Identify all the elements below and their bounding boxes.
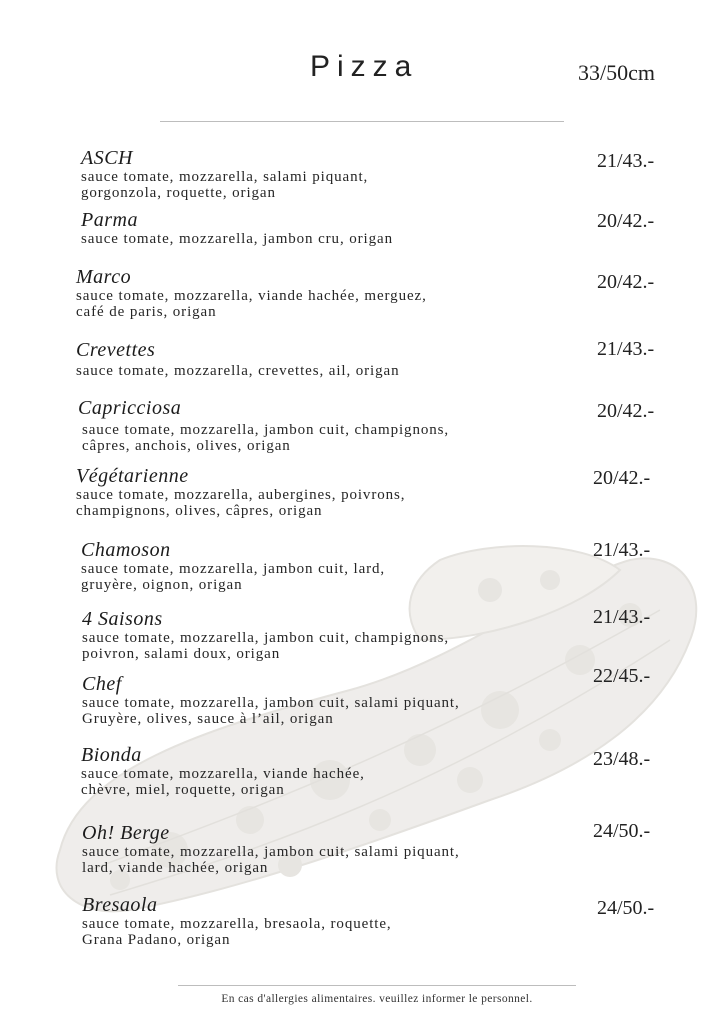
item-name: ASCH bbox=[81, 147, 133, 169]
item-name: Parma bbox=[81, 209, 138, 231]
item-desc-line: poivron, salami doux, origan bbox=[82, 646, 281, 662]
menu-item-capricciosa bbox=[78, 397, 449, 454]
item-desc-line: sauce tomate, mozzarella, jambon cru, origan bbox=[81, 231, 393, 247]
item-desc-line: chèvre, miel, roquette, origan bbox=[81, 782, 285, 798]
item-name: Crevettes bbox=[76, 339, 156, 361]
item-price: 21/43.- bbox=[593, 539, 651, 561]
menu-item-parma bbox=[81, 209, 393, 247]
item-price: 20/42.- bbox=[593, 467, 651, 489]
item-name: Capricciosa bbox=[78, 397, 182, 419]
item-price: 23/48.- bbox=[593, 748, 651, 770]
item-price: 21/43.- bbox=[597, 338, 655, 360]
item-price: 24/50.- bbox=[597, 897, 655, 919]
item-name: Oh! Berge bbox=[82, 822, 170, 844]
item-desc-line: sauce tomate, mozzarella, viande hachée, bbox=[81, 766, 365, 782]
item-desc-line: gruyère, oignon, origan bbox=[81, 577, 243, 593]
item-name: Chef bbox=[82, 673, 122, 695]
item-desc-line: sauce tomate, mozzarella, bresaola, roquette, bbox=[82, 916, 392, 932]
item-name: Bresaola bbox=[82, 894, 158, 916]
menu-item-oh-berge bbox=[82, 822, 460, 876]
menu-item-vegetarienne bbox=[76, 465, 405, 519]
size-label: 33/50cm bbox=[578, 60, 655, 85]
item-desc-line: sauce tomate, mozzarella, jambon cuit, lard, bbox=[81, 561, 386, 577]
menu-title: Pizza bbox=[310, 50, 419, 83]
item-price: 20/42.- bbox=[597, 271, 655, 293]
bottom-divider bbox=[178, 985, 576, 986]
item-desc-line: sauce tomate, mozzarella, jambon cuit, salami piquant, bbox=[82, 844, 460, 860]
menu-item-4-saisons bbox=[82, 608, 449, 662]
item-desc-line: câpres, anchois, olives, origan bbox=[82, 438, 291, 454]
item-desc-line: Gruyère, olives, sauce à l’ail, origan bbox=[82, 711, 334, 727]
item-desc-line: sauce tomate, mozzarella, jambon cuit, salami piquant, bbox=[82, 695, 460, 711]
item-name: 4 Saisons bbox=[82, 608, 163, 630]
item-price: 24/50.- bbox=[593, 820, 651, 842]
item-desc-line: sauce tomate, mozzarella, aubergines, poivrons, bbox=[76, 487, 406, 503]
allergy-note: En cas d'allergies alimentaires. veuillez informer le personnel. bbox=[221, 993, 533, 1005]
item-desc-line: gorgonzola, roquette, origan bbox=[81, 185, 276, 201]
item-name: Marco bbox=[76, 266, 132, 288]
menu-item-asch bbox=[81, 147, 368, 201]
item-desc-line: sauce tomate, mozzarella, viande hachée, merguez, bbox=[76, 288, 427, 304]
item-desc-line: champignons, olives, câpres, origan bbox=[76, 503, 323, 519]
menu-item-bionda bbox=[81, 744, 365, 798]
item-name: Chamoson bbox=[81, 539, 171, 561]
item-price: 20/42.- bbox=[597, 400, 655, 422]
item-price: 22/45.- bbox=[593, 665, 651, 687]
menu-item-chef bbox=[82, 673, 460, 727]
menu-item-bresaola bbox=[82, 894, 392, 948]
item-price: 20/42.- bbox=[597, 210, 655, 232]
item-desc-line: sauce tomate, mozzarella, crevettes, ail, origan bbox=[76, 363, 400, 379]
item-desc-line: sauce tomate, mozzarella, salami piquant, bbox=[81, 169, 369, 185]
item-desc-line: Grana Padano, origan bbox=[82, 932, 231, 948]
item-desc-line: café de paris, origan bbox=[76, 304, 217, 320]
item-name: Bionda bbox=[81, 744, 142, 766]
item-name: Végétarienne bbox=[76, 465, 189, 487]
item-desc-line: lard, viande hachée, origan bbox=[82, 860, 269, 876]
top-divider bbox=[160, 121, 564, 122]
item-price: 21/43.- bbox=[593, 606, 651, 628]
menu-item-marco bbox=[76, 266, 427, 320]
item-price: 21/43.- bbox=[597, 150, 655, 172]
menu-item-chamoson bbox=[81, 539, 385, 593]
item-desc-line: sauce tomate, mozzarella, jambon cuit, champignons, bbox=[82, 422, 450, 438]
menu-item-crevettes bbox=[76, 339, 399, 379]
item-desc-line: sauce tomate, mozzarella, jambon cuit, champignons, bbox=[82, 630, 450, 646]
